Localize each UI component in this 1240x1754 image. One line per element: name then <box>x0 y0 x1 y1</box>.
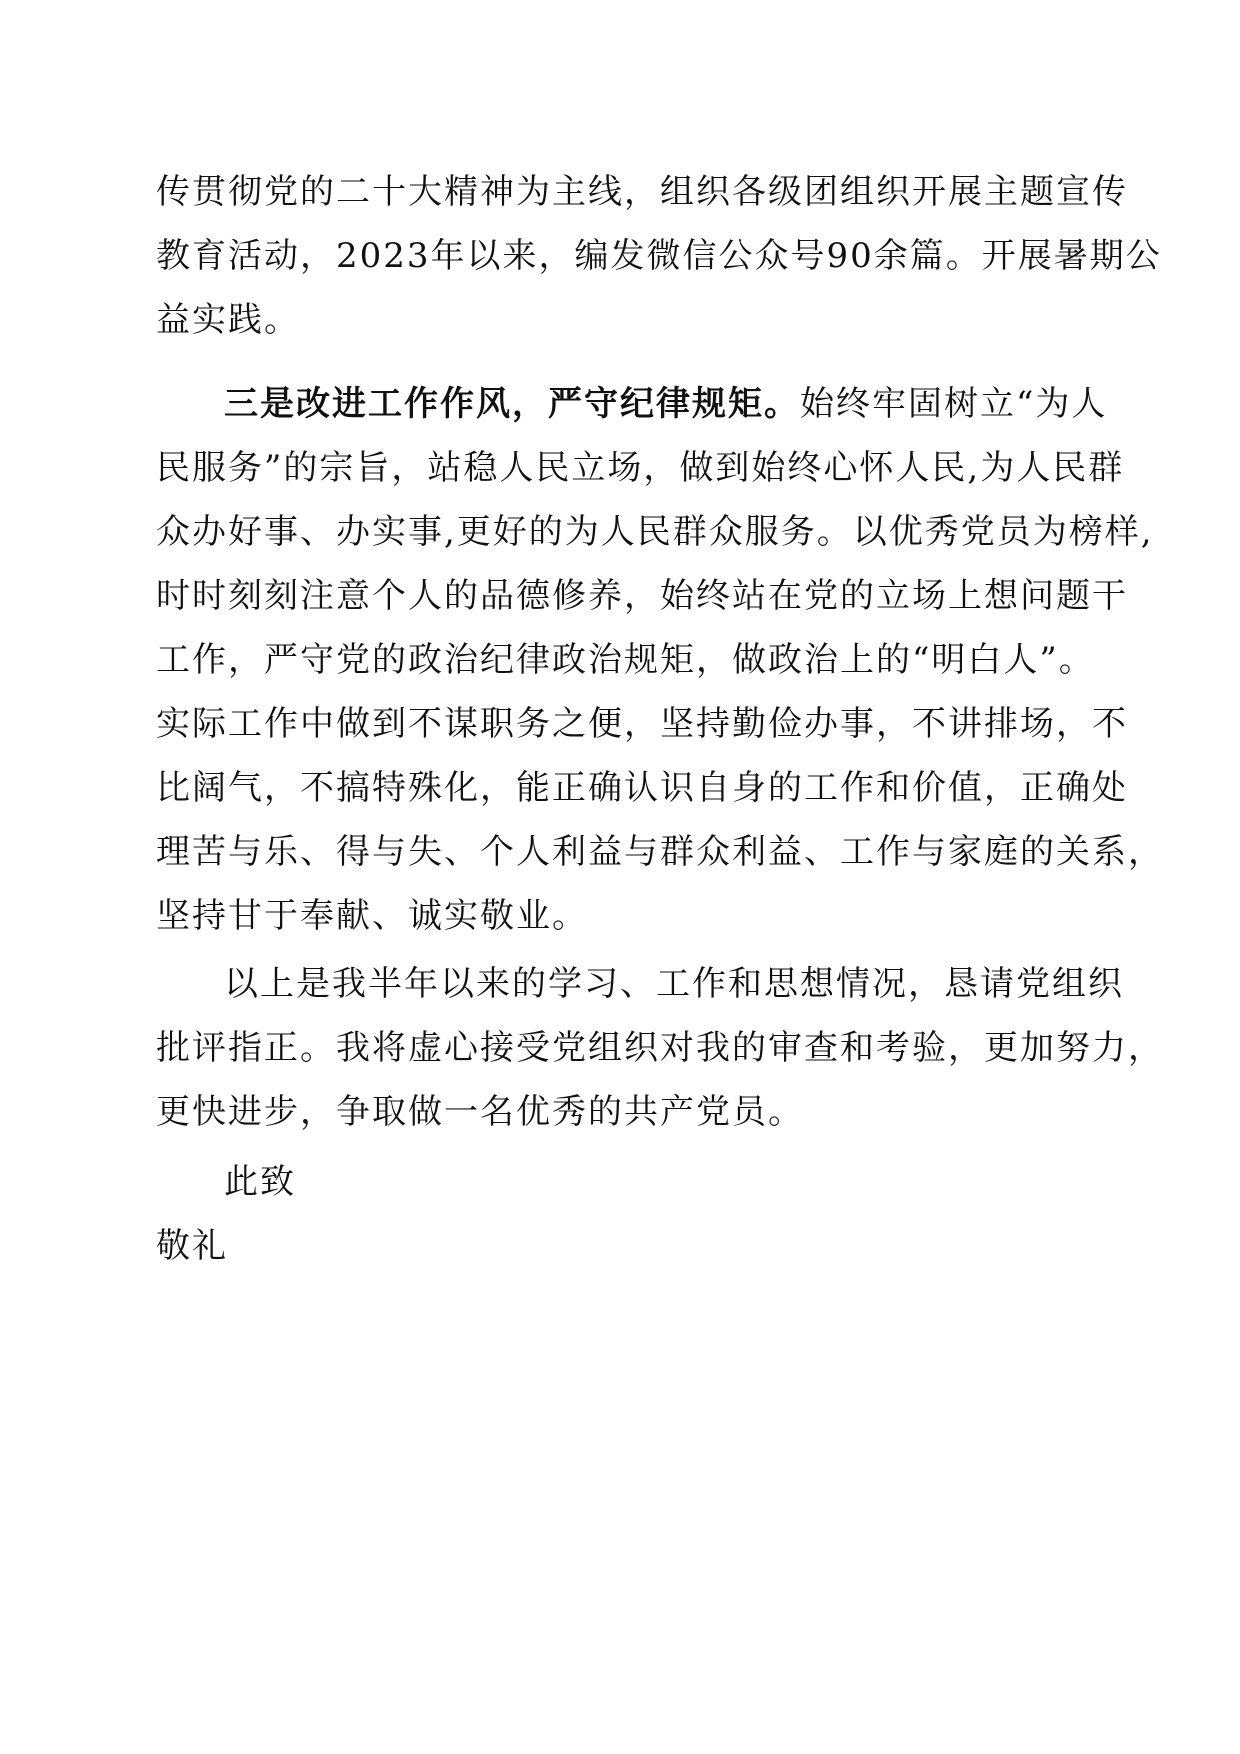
paragraph-2-line-2: 民服务”的宗旨，站稳人民立场，做到始终心怀人民,为人民群 <box>156 448 1125 488</box>
paragraph-1 <box>156 160 1162 352</box>
paragraph-3-line-1: 以上是我半年以来的学习、工作和思想情况，恳请党组织 <box>224 964 1124 1004</box>
paragraph-3-line-2: 批评指正。我将虚心接受党组织对我的审查和考验，更加努力， <box>156 1028 1164 1068</box>
paragraph-2-line-6: 实际工作中做到不谋职务之便，坚持勤俭办事，不讲排场，不 <box>156 704 1128 744</box>
paragraph-2-line-1 <box>156 372 1108 436</box>
closing <box>156 1150 1086 1278</box>
paragraph-2-line-4: 时时刻刻注意个人的品德修养，始终站在党的立场上想问题干 <box>156 576 1128 616</box>
paragraph-2-line-8: 理苦与乐、得与失、个人利益与群众利益、工作与家庭的关系， <box>156 832 1164 872</box>
paragraph-3-line-3: 更快进步，争取做一名优秀的共产党员。 <box>156 1092 804 1132</box>
paragraph-2-bold-lead: 三是改进工作作风，严守纪律规矩。 <box>224 384 800 424</box>
closing-regards: 敬礼 <box>156 1226 228 1266</box>
paragraph-1-line-1: 传贯彻党的二十大精神为主线，组织各级团组织开展主题宣传 <box>156 172 1128 212</box>
paragraph-2-line-9: 坚持甘于奉献、诚实敬业。 <box>156 896 588 936</box>
paragraph-3 <box>156 952 1164 1144</box>
paragraph-1-line-3: 益实践。 <box>156 300 300 340</box>
paragraph-2-line-5: 工作，严守党的政治纪律政治规矩，做政治上的“明白人”。 <box>156 640 1095 680</box>
paragraph-2 <box>156 372 1164 948</box>
paragraph-2-line-7: 比阔气，不搞特殊化，能正确认识自身的工作和价值，正确处 <box>156 768 1128 808</box>
paragraph-2-line-3: 众办好事、办实事,更好的为人民群众服务。以优秀党员为榜样, <box>156 512 1154 552</box>
closing-salutation: 此致 <box>224 1162 296 1202</box>
paragraph-1-line-2: 教育活动，2023年以来，编发微信公众号90余篇。开展暑期公 <box>156 236 1162 276</box>
paragraph-2-line-1-rest: 始终牢固树立“为人 <box>800 384 1108 424</box>
